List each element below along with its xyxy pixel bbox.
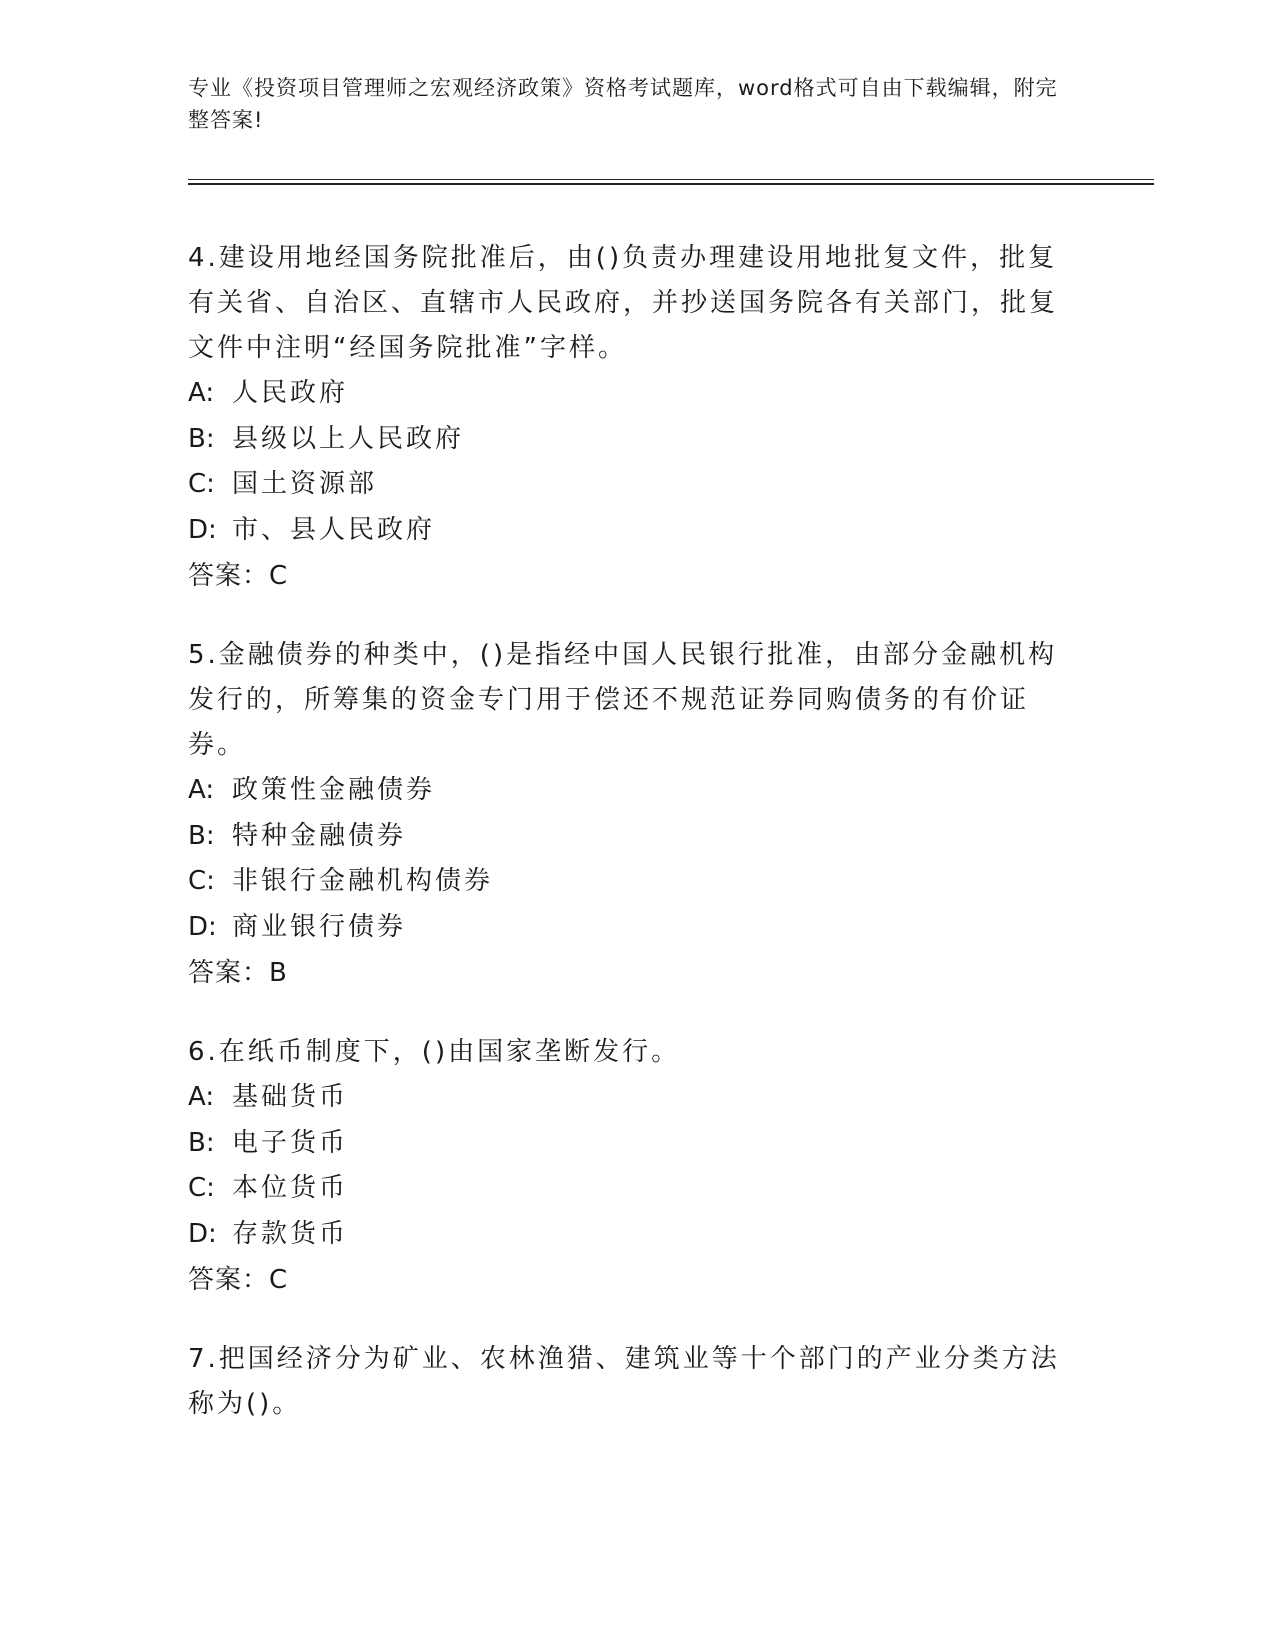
option-text: 电子货币 xyxy=(232,1127,349,1158)
option-letter: C: xyxy=(188,469,215,499)
option-letter: D: xyxy=(188,1218,217,1249)
option-letter: D: xyxy=(188,514,217,545)
option-text: 基础货币 xyxy=(232,1082,349,1112)
option-letter: D: xyxy=(188,911,217,942)
option-text: 本位货币 xyxy=(232,1173,349,1203)
option-d xyxy=(188,1212,1068,1258)
option-c xyxy=(188,462,1068,508)
option-text: 非银行金融机构债券 xyxy=(232,866,494,896)
question-item xyxy=(188,1030,1068,1303)
option-a xyxy=(188,1075,1068,1121)
option-text: 商业银行债券 xyxy=(232,911,407,942)
option-c xyxy=(188,859,1068,905)
question-text: 5.金融债券的种类中，()是指经中国人民银行批准，由部分金融机构发行的，所筹集的资金专门用于偿还不规范证券同购债务的有价证券。 xyxy=(188,640,1058,760)
answer-line: 答案：C xyxy=(188,1265,289,1295)
document-header: 专业《投资项目管理师之宏观经济政策》资格考试题库，word格式可自由下载编辑，附完整答案! xyxy=(188,76,1058,132)
question-item xyxy=(188,236,1068,599)
option-letter: B: xyxy=(188,1127,215,1158)
option-text: 存款货币 xyxy=(232,1218,349,1249)
option-text: 国土资源部 xyxy=(232,469,378,499)
option-text: 市、县人民政府 xyxy=(232,514,436,545)
option-b xyxy=(188,1121,1068,1167)
option-a xyxy=(188,371,1068,417)
option-letter: A: xyxy=(188,1082,215,1112)
option-letter: C: xyxy=(188,1173,215,1203)
question-item xyxy=(188,1337,1068,1427)
option-d xyxy=(188,905,1068,951)
option-d xyxy=(188,508,1068,554)
option-a xyxy=(188,768,1068,814)
answer-line: 答案：C xyxy=(188,561,289,591)
header-divider xyxy=(188,183,1154,185)
option-text: 人民政府 xyxy=(232,378,349,408)
option-text: 政策性金融债券 xyxy=(232,775,436,805)
question-text: 4.建设用地经国务院批准后，由()负责办理建设用地批复文件，批复有关省、自治区、直辖市人民政府，并抄送国务院各有关部门，批复文件中注明“经国务院批准”字样。 xyxy=(188,243,1059,363)
option-letter: A: xyxy=(188,775,215,805)
option-letter: C: xyxy=(188,866,215,896)
option-b xyxy=(188,814,1068,860)
question-text: 6.在纸币制度下，()由国家垄断发行。 xyxy=(188,1037,681,1067)
option-letter: B: xyxy=(188,820,215,851)
option-c xyxy=(188,1166,1068,1212)
question-list xyxy=(188,236,1068,1461)
option-text: 特种金融债券 xyxy=(232,820,407,851)
answer-line: 答案：B xyxy=(188,958,288,988)
option-text: 县级以上人民政府 xyxy=(232,423,465,454)
question-text: 7.把国经济分为矿业、农林渔猎、建筑业等十个部门的产业分类方法称为()。 xyxy=(188,1344,1060,1419)
option-letter: A: xyxy=(188,378,215,408)
option-letter: B: xyxy=(188,423,215,454)
option-b xyxy=(188,417,1068,463)
question-item xyxy=(188,633,1068,996)
header-divider xyxy=(188,179,1154,180)
